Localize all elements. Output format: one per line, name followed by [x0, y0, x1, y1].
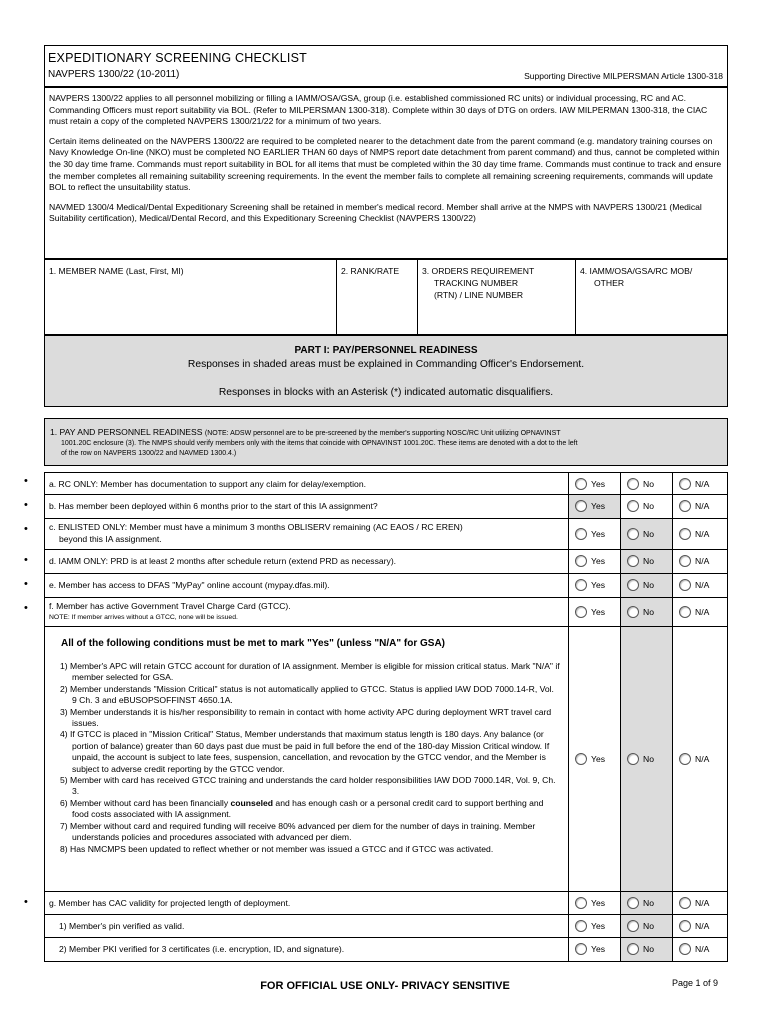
no-label: No — [643, 580, 654, 590]
orders-rtn-field[interactable] — [418, 260, 576, 336]
part1-title: PART I: PAY/PERSONNEL READINESS — [294, 345, 478, 356]
condition-item: 4) If GTCC is placed in "Mission Critical" Status, Member understands that maximum status length is 180 days. Any balance (or portion of balance) greater than 60 days past due must be paid in full before the end of the 180-day Mission Critical window. If unpaid, the account is subject to late fees, suspension, cancellation, and revocation by the GTCC vendor, and the Member is subject to adverse credit reporting by the GTCC vendor. — [60, 729, 550, 774]
part1-header — [44, 335, 728, 407]
condition-item: 8) Has NMCMPS been updated to reflect whether or not member was issued a GTCC and if GTCC was activated. — [60, 843, 494, 854]
item-e-no[interactable] — [620, 574, 672, 597]
yes-label: Yes — [591, 479, 606, 489]
no-label: No — [643, 944, 654, 954]
item-e-options — [568, 574, 729, 597]
item-f-yes[interactable] — [568, 598, 620, 626]
item-g-no[interactable] — [620, 892, 672, 914]
item-row-d — [44, 550, 728, 574]
no-label: No — [643, 556, 654, 566]
assignment-type-label-line1: 4. IAMM/OSA/GSA/RC MOB/ — [580, 266, 693, 276]
item-g1-no[interactable] — [620, 915, 672, 937]
radio-icon[interactable] — [575, 943, 587, 955]
item-g2-no[interactable] — [620, 938, 672, 961]
item-b-text: b. Has member been deployed within 6 months prior to the start of this IA assignment? — [49, 501, 378, 511]
rank-rate-field[interactable] — [337, 260, 418, 336]
condition-item: 5) Member with card has received GTCC training and understands the card holder responsibilities IAW DOD 7000.14R, Vol. 9, Ch. 3. — [60, 775, 556, 797]
radio-icon[interactable] — [575, 579, 587, 591]
radio-icon[interactable] — [679, 606, 691, 618]
item-f-no[interactable] — [620, 598, 672, 626]
item-g2-text: 2) Member PKI verified for 3 certificates (i.e. encryption, ID, and signature). — [59, 944, 345, 954]
item-g-na[interactable] — [672, 892, 729, 914]
item-g1-na[interactable] — [672, 915, 729, 937]
row-dot-g: • — [24, 896, 28, 908]
item-b-na[interactable] — [672, 495, 729, 518]
na-label: N/A — [695, 607, 710, 617]
item-f-note: NOTE: If member arrives without a GTCC, none will be issued. — [49, 613, 238, 621]
conditions-options — [568, 627, 729, 891]
item-c-line1: c. ENLISTED ONLY: Member must have a minimum 3 months OBLISERV remaining (AC EAOS / RC EREN) — [49, 522, 463, 532]
item-c-na[interactable] — [672, 519, 729, 549]
yes-label: Yes — [591, 501, 606, 511]
member-name-field[interactable] — [45, 260, 337, 336]
form-number: NAVPERS 1300/22 (10-2011) — [48, 69, 180, 80]
item-row-b — [44, 495, 728, 519]
radio-icon[interactable] — [575, 478, 587, 490]
na-label: N/A — [695, 754, 710, 764]
na-label: N/A — [695, 921, 710, 931]
yes-label: Yes — [591, 529, 606, 539]
condition-item: 3) Member understands it is his/her responsibility to remain in contact with home activity APC during deployment WRT travel card issues. — [60, 706, 552, 729]
radio-icon[interactable] — [575, 753, 587, 765]
form-title: EXPEDITIONARY SCREENING CHECKLIST — [48, 51, 307, 65]
radio-icon[interactable] — [575, 920, 587, 932]
condition-item: 2) Member understands "Mission Critical" status is not automatically applied to GTCC. Status is applied IAW DOD 7000.14-R, Vol. 9 Ch. 3 and eBUSOPSOFFINST 4650.1A. — [60, 683, 554, 706]
supporting-directive: Supporting Directive MILPERSMAN Article 1300-318 — [524, 71, 723, 81]
condition-6-bold: counseled — [230, 797, 274, 808]
item-f-text — [49, 601, 291, 623]
member-name-label: 1. MEMBER NAME (Last, First, MI) — [49, 266, 184, 276]
item-g2-yes[interactable] — [568, 938, 620, 961]
row-dot-b: • — [24, 499, 28, 511]
na-label: N/A — [695, 556, 710, 566]
na-label: N/A — [695, 479, 710, 489]
instructions-paragraph-3: NAVMED 1300/4 Medical/Dental Expeditionary Screening shall be retained in member's medical record. Member shall arrive at the NMPS with NAVPERS 1300/21 (Medical Suitability certification), Medical/Dental Record, and this Expeditionary Screening Checklist (NAVPERS 1300/22) — [49, 201, 702, 224]
item-f-line1: f. Member has active Government Travel Charge Card (GTCC). — [49, 601, 291, 611]
item-row-g2 — [44, 938, 728, 962]
item-a-yes[interactable] — [568, 473, 620, 494]
radio-icon[interactable] — [679, 943, 691, 955]
orders-label-line1: 3. ORDERS REQUIREMENT — [422, 266, 535, 276]
radio-icon[interactable] — [679, 528, 691, 540]
item-d-na[interactable] — [672, 550, 729, 573]
item-row-f — [44, 598, 728, 627]
item-b-yes[interactable] — [568, 495, 620, 518]
item-c-options — [568, 519, 729, 549]
na-label: N/A — [695, 898, 710, 908]
radio-icon[interactable] — [627, 897, 639, 909]
section1-note-line2: 1001.20C enclosure (3). The NMPS should verify members only with the items that coincide with OPNAVINST 1001.20C. These items are denoted with a dot to the left — [61, 440, 578, 447]
row-dot-a: • — [24, 475, 28, 487]
instructions-box — [44, 87, 728, 259]
na-label: N/A — [695, 580, 710, 590]
radio-icon[interactable] — [627, 478, 639, 490]
item-c-no[interactable] — [620, 519, 672, 549]
item-a-no[interactable] — [620, 473, 672, 494]
no-label: No — [643, 529, 654, 539]
part1-asterisk-note: Responses in blocks with an Asterisk (*) indicated automatic disqualifiers. — [218, 387, 554, 398]
item-row-e — [44, 574, 728, 598]
yes-label: Yes — [591, 556, 606, 566]
conditions-list — [60, 661, 560, 855]
radio-icon[interactable] — [627, 555, 639, 567]
radio-icon[interactable] — [627, 920, 639, 932]
item-g-text: g. Member has CAC validity for projected length of deployment. — [49, 898, 291, 908]
item-g2-na[interactable] — [672, 938, 729, 961]
row-dot-d: • — [24, 554, 28, 566]
rank-rate-label: 2. RANK/RATE — [341, 266, 400, 276]
page-number: Page 1 of 9 — [671, 978, 718, 988]
item-g2-options — [568, 938, 729, 961]
radio-icon[interactable] — [575, 500, 587, 512]
section1-note-line3: of the row on NAVPERS 1300/22 and NAVMED 1300.4.) — [61, 450, 237, 457]
yes-label: Yes — [591, 921, 606, 931]
item-g-options — [568, 892, 729, 914]
instructions-paragraph-2: Certain items delineated on the NAVPERS 1300/22 are required to be completed nearer to the detachment date from the parent command (e.g. mandatory training courses on Navy Knowledge On-line (NKO) must be completed NO EARLIER THAN 60 days of NMPS report date detachment from parent command) and thus, cannot be completed within the 30 day time frame. Commands must report suitability in BOL for all items that must be completed within the 30 day time frame. Commands must continue to track and ensure the member completes all remaining suitability screening requirements. In the event the member fails to complete all remaining screening requirements, commands will update BOL to reflect the unsuitability status. — [49, 135, 722, 193]
item-c-text — [49, 522, 463, 545]
no-label: No — [643, 898, 654, 908]
conditions-no[interactable] — [620, 627, 672, 891]
radio-icon[interactable] — [627, 528, 639, 540]
item-e-na[interactable] — [672, 574, 729, 597]
no-label: No — [643, 607, 654, 617]
member-info-fields — [44, 259, 728, 335]
na-label: N/A — [695, 944, 710, 954]
row-dot-c: • — [24, 523, 28, 535]
item-g-yes[interactable] — [568, 892, 620, 914]
section1-note: (NOTE: ADSW personnel are to be pre-screened by the member's supporting NOSC/RC Unit utilizing OPNAVINST — [204, 430, 561, 437]
no-label: No — [643, 921, 654, 931]
section1-header — [44, 418, 728, 466]
yes-label: Yes — [591, 607, 606, 617]
row-dot-f: • — [24, 602, 28, 614]
radio-icon[interactable] — [627, 753, 639, 765]
radio-icon[interactable] — [575, 606, 587, 618]
item-b-options — [568, 495, 729, 518]
no-label: No — [643, 754, 654, 764]
item-g1-yes[interactable] — [568, 915, 620, 937]
condition-item: 1) Member's APC will retain GTCC account for duration of IA assignment. Member is eligible for mission critical status. Mark "N/A" if member selected for GSA. — [60, 661, 560, 683]
radio-icon[interactable] — [627, 943, 639, 955]
gtcc-conditions-block — [44, 627, 728, 892]
na-label: N/A — [695, 529, 710, 539]
item-f-options — [568, 598, 729, 626]
assignment-type-field[interactable] — [576, 260, 729, 336]
item-row-g1 — [44, 915, 728, 938]
radio-icon[interactable] — [679, 478, 691, 490]
radio-icon[interactable] — [679, 579, 691, 591]
classification-footer: FOR OFFICIAL USE ONLY- PRIVACY SENSITIVE — [260, 980, 510, 992]
item-e-text: e. Member has access to DFAS "MyPay" online account (mypay.dfas.mil). — [49, 580, 330, 590]
radio-icon[interactable] — [627, 606, 639, 618]
item-d-options — [568, 550, 729, 573]
conditions-na[interactable] — [672, 627, 729, 891]
radio-icon[interactable] — [679, 920, 691, 932]
title-box — [44, 45, 728, 87]
radio-icon[interactable] — [679, 897, 691, 909]
radio-icon[interactable] — [575, 528, 587, 540]
item-c-yes[interactable] — [568, 519, 620, 549]
radio-icon[interactable] — [627, 579, 639, 591]
radio-icon[interactable] — [575, 555, 587, 567]
condition-item-6 — [60, 798, 560, 821]
part1-shaded-note: Responses in shaded areas must be explained in Commanding Officer's Endorsement. — [187, 359, 585, 370]
item-a-na[interactable] — [672, 473, 729, 494]
item-a-options — [568, 473, 729, 494]
item-g1-text: 1) Member's pin verified as valid. — [59, 921, 185, 931]
radio-icon[interactable] — [627, 500, 639, 512]
condition-6-text-end: and has enough cash or a personal credit card to support berthing and food costs associated with IA assignment. — [72, 797, 544, 820]
instructions-paragraph-1: NAVPERS 1300/22 applies to all personnel mobilizing or filling a IAMM/OSA/GSA, group (i.e. established commissioned RC units) or individual processing, RC and AC. Commanding Officers must report suitability via BOL. (Refer to MILPERSMAN 1300-318). Complete within 30 days of DTG on orders. IAW MILPERMAN 1300-318, the CIAC must retain a copy of the completed NAVPERS 1300/21/22 for a minimum of two years. — [49, 93, 708, 127]
item-f-na[interactable] — [672, 598, 729, 626]
yes-label: Yes — [591, 580, 606, 590]
radio-icon[interactable] — [679, 555, 691, 567]
yes-label: Yes — [591, 754, 606, 764]
item-c-line2: beyond this IA assignment. — [59, 533, 162, 544]
conditions-yes[interactable] — [568, 627, 620, 891]
item-g1-options — [568, 915, 729, 937]
yes-label: Yes — [591, 944, 606, 954]
radio-icon[interactable] — [679, 753, 691, 765]
no-label: No — [643, 479, 654, 489]
item-a-text: a. RC ONLY: Member has documentation to support any claim for delay/exemption. — [49, 479, 367, 489]
condition-6-text: 6) Member without card has been financially — [60, 797, 231, 808]
orders-label-line3: (RTN) / LINE NUMBER — [434, 290, 524, 300]
item-row-c — [44, 519, 728, 550]
item-row-g — [44, 892, 728, 915]
condition-item: 7) Member without card and required funding will receive 80% advanced per diem for the number of days in training. Member understands policies and procedures associated with advanced per diem. — [60, 820, 536, 843]
item-b-no[interactable] — [620, 495, 672, 518]
item-d-yes[interactable] — [568, 550, 620, 573]
assignment-type-label-line2: OTHER — [594, 278, 625, 288]
conditions-heading: All of the following conditions must be met to mark "Yes" (unless "N/A" for GSA) — [61, 638, 445, 649]
item-e-yes[interactable] — [568, 574, 620, 597]
orders-label-line2: TRACKING NUMBER — [434, 278, 519, 288]
radio-icon[interactable] — [575, 897, 587, 909]
item-d-no[interactable] — [620, 550, 672, 573]
no-label: No — [643, 501, 654, 511]
yes-label: Yes — [591, 898, 606, 908]
na-label: N/A — [695, 501, 710, 511]
section1-heading: 1. PAY AND PERSONNEL READINESS — [50, 427, 203, 437]
radio-icon[interactable] — [679, 500, 691, 512]
item-row-a — [44, 472, 728, 495]
row-dot-e: • — [24, 578, 28, 590]
item-d-text: d. IAMM ONLY: PRD is at least 2 months after schedule return (extend PRD as necessary). — [49, 556, 397, 566]
